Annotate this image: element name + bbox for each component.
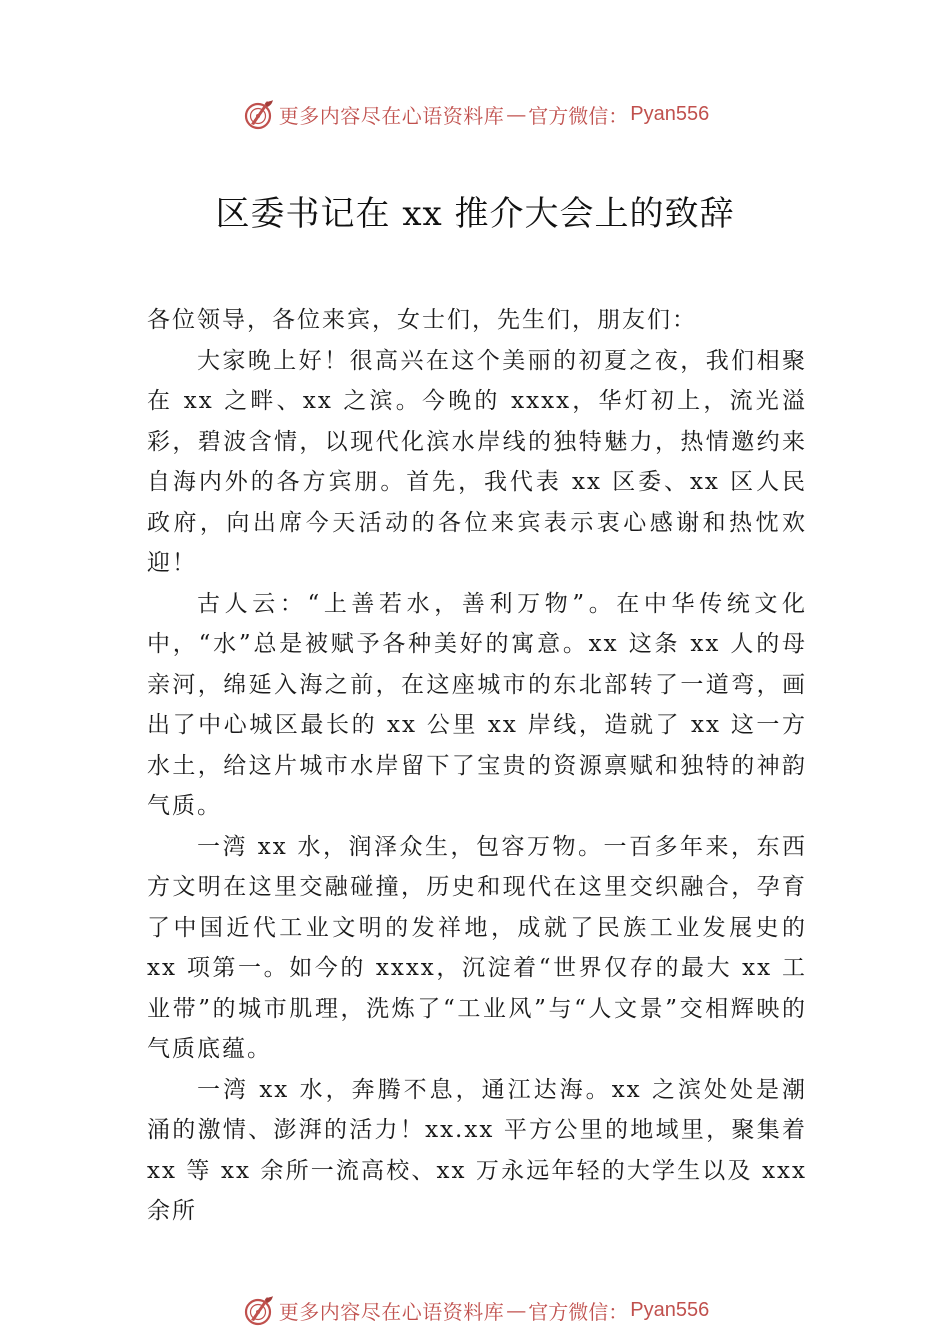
paragraph-4: 一湾 xx 水，奔腾不息，通江达海。xx 之滨处处是潮涌的激情、澎湃的活力！xx.xx 平方公里的地域里，聚集着 xx 等 xx 余所一流高校、xx 万永远年轻的大学生以及 xxx 余所	[147, 1076, 807, 1224]
footer-banner-dash: —	[506, 1298, 527, 1322]
salutation: 各位领导，各位来宾，女士们，先生们，朋友们：	[147, 307, 697, 333]
header-banner	[0, 94, 950, 134]
paragraph-1: 大家晚上好！很高兴在这个美丽的初夏之夜，我们相聚在 xx 之畔、xx 之滨。今晚的 xxxx，华灯初上，流光溢彩，碧波含情，以现代化滨水岸线的独特魅力，热情邀约来自海内外的各方宾朋。首先，我代表 xx 区委、xx 区人民政府，向出席今天活动的各位来宾表示衷心感谢和热忱欢迎！	[147, 347, 807, 576]
quill-pen-seal-icon	[241, 97, 275, 131]
header-banner-inner	[241, 97, 709, 131]
footer-banner-text: 更多内容尽在心语资料库	[278, 1299, 505, 1324]
header-banner-text: 更多内容尽在心语资料库	[278, 103, 505, 128]
footer-wechat-label: 官方微信：	[528, 1299, 629, 1324]
paragraph-3: 一湾 xx 水，润泽众生，包容万物。一百多年来，东西方文明在这里交融碰撞，历史和现代在这里交织融合，孕育了中国近代工业文明的发祥地，成就了民族工业发展史的 xx 项第一。如今的 xxxx，沉淀着“世界仅存的最大 xx 工业带”的城市肌理，洗炼了“工业风”与“人文景”交相辉映的气质底蕴。	[147, 833, 807, 1062]
document-body	[147, 300, 807, 1232]
document-title: 区委书记在 xx 推介大会上的致辞	[215, 194, 735, 234]
header-wechat-label: 官方微信：	[528, 103, 629, 128]
footer-wechat-id: Pyan556	[630, 1298, 710, 1321]
header-wechat-id: Pyan556	[630, 102, 710, 125]
quill-pen-seal-icon	[241, 1293, 275, 1327]
header-banner-dash: —	[506, 102, 527, 126]
footer-banner	[0, 1290, 950, 1330]
footer-banner-inner	[241, 1293, 709, 1327]
paragraph-2: 古人云：“上善若水，善利万物”。在中华传统文化中，“水”总是被赋予各种美好的寓意。xx 这条 xx 人的母亲河，绵延入海之前，在这座城市的东北部转了一道弯，画出了中心城区最长的 xx 公里 xx 岸线，造就了 xx 这一方水土，给这片城市水岸留下了宝贵的资源禀赋和独特的神韵气质。	[147, 590, 807, 819]
